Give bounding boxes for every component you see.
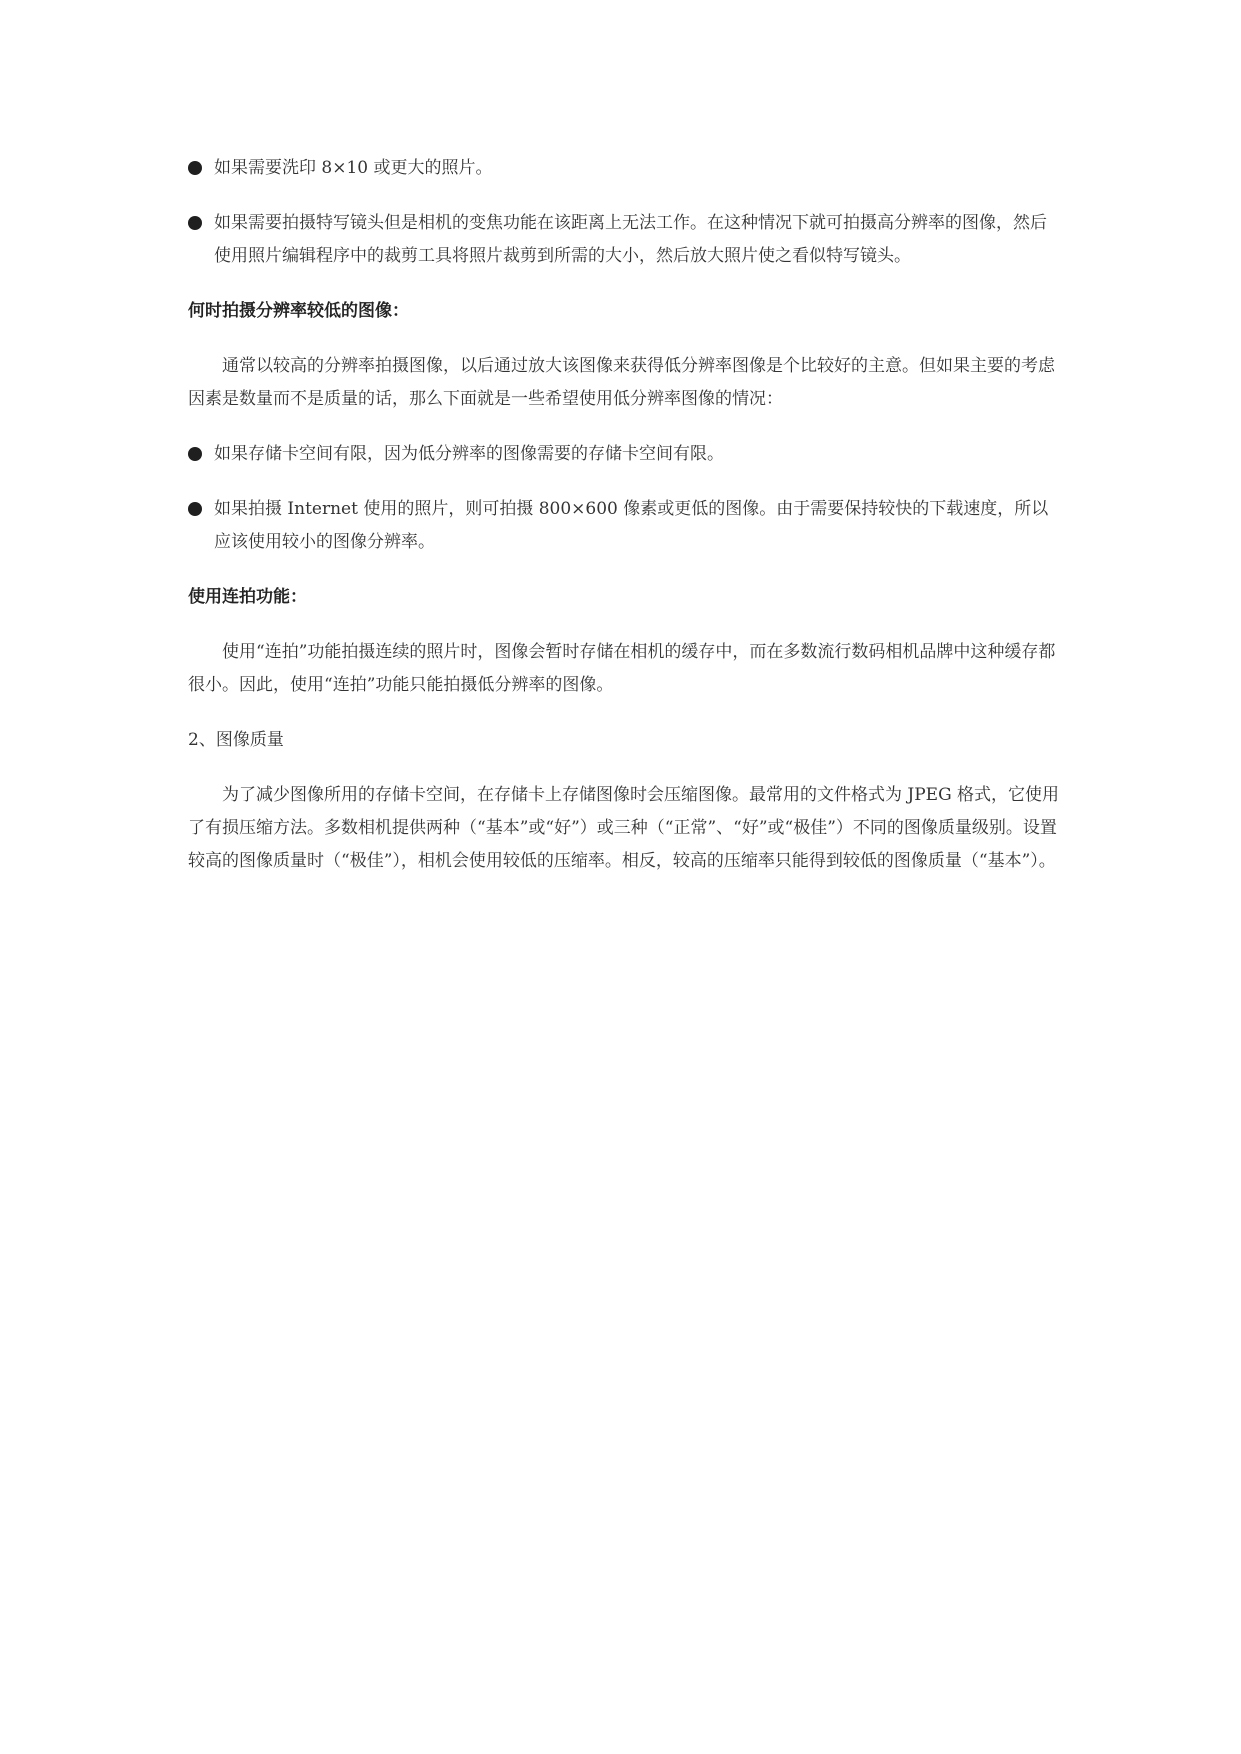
bullet-text: 如果存储卡空间有限，因为低分辨率的图像需要的存储卡空间有限。 (214, 444, 724, 464)
bullet-dot-icon (188, 161, 202, 175)
paragraph-low-resolution: 通常以较高的分辨率拍摄图像，以后通过放大该图像来获得低分辨率图像是个比较好的主意。但如果主要的考虑因素是数量而不是质量的话，那么下面就是一些希望使用低分辨率图像的情况： (188, 356, 1055, 409)
paragraph-burst-mode: 使用“连拍”功能拍摄连续的照片时，图像会暂时存储在相机的缓存中，而在多数流行数码相机品牌中这种缓存都很小。因此，使用“连拍”功能只能拍摄低分辨率的图像。 (188, 642, 1056, 695)
document-page (188, 152, 1060, 900)
bullet-dot-icon (188, 502, 202, 516)
bullet-text: 如果需要洗印 8×10 或更大的照片。 (214, 158, 493, 178)
bullet-item-internet (188, 493, 1060, 559)
section-title-image-quality: 2、图像质量 (188, 730, 284, 750)
bullet-item-print-size (188, 152, 1060, 185)
paragraph-image-quality: 为了减少图像所用的存储卡空间，在存储卡上存储图像时会压缩图像。最常用的文件格式为 JPEG 格式，它使用了有损压缩方法。多数相机提供两种（“基本”或“好”）或三种（“正常”、“好”或“极佳”）不同的图像质量级别。设置较高的图像质量时（“极佳”），相机会使用较低的压缩率。相反，较高的压缩率只能得到较低的图像质量（“基本”）。 (188, 785, 1060, 871)
bullet-dot-icon (188, 447, 202, 461)
bullet-text: 如果需要拍摄特写镜头但是相机的变焦功能在该距离上无法工作。在这种情况下就可拍摄高分辨率的图像，然后使用照片编辑程序中的裁剪工具将照片裁剪到所需的大小，然后放大照片使之看似特写镜头。 (214, 213, 1047, 266)
heading-low-resolution: 何时拍摄分辨率较低的图像： (188, 301, 409, 321)
bullet-item-storage (188, 438, 1060, 471)
bullet-dot-icon (188, 216, 202, 230)
bullet-text: 如果拍摄 Internet 使用的照片，则可拍摄 800×600 像素或更低的图像。由于需要保持较快的下载速度，所以应该使用较小的图像分辨率。 (214, 499, 1049, 552)
bullet-item-macro (188, 207, 1060, 273)
heading-burst-mode: 使用连拍功能： (188, 587, 307, 607)
